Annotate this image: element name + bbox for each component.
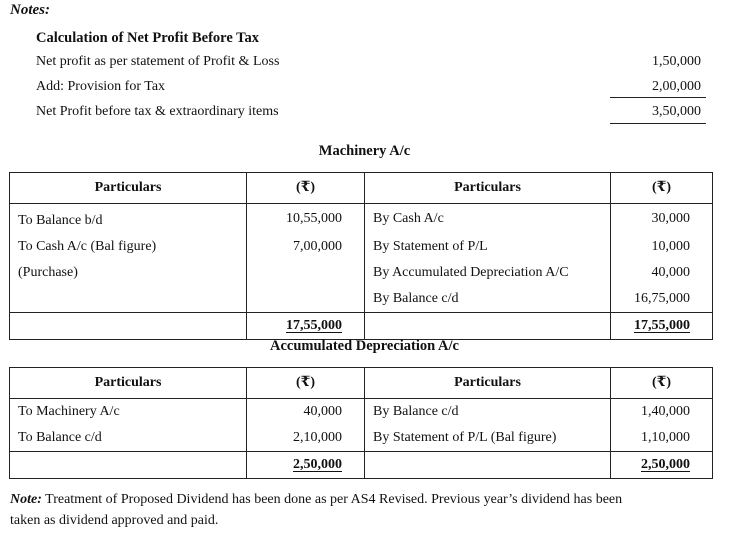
debit-amount: 7,00,000 [247,234,365,260]
header-particulars: Particulars [365,173,611,204]
calc-heading: Calculation of Net Profit Before Tax [36,30,259,46]
debit-particular: To Balance c/d [10,425,247,452]
table-row [10,234,713,260]
credit-amount: 10,000 [611,234,713,260]
debit-total: 17,55,000 [286,318,342,333]
credit-particular: By Balance c/d [365,286,611,313]
total-row [10,313,713,340]
ledger-header-row [10,173,713,204]
calc-row-label: Add: Provision for Tax [36,79,166,94]
calc-row-label: Net Profit before tax & extraordinary items [36,104,279,119]
credit-amount: 30,000 [611,204,713,235]
calc-row-label: Net profit as per statement of Profit & Loss [36,54,280,69]
calc-row-amount: 2,00,000 [652,79,701,94]
calc-subtotal-rule [610,97,706,98]
table-row [10,425,713,452]
credit-total: 2,50,000 [641,457,690,472]
footnote-line-2: taken as dividend approved and paid. [10,513,219,528]
footnote-line-1 [10,492,622,508]
debit-amount [247,286,365,313]
credit-amount: 1,10,000 [611,425,713,452]
table-row [10,204,713,235]
notes-heading: Notes: [10,2,50,18]
debit-amount [247,260,365,286]
header-particulars: Particulars [365,368,611,399]
ledger-header-row [10,368,713,399]
machinery-ledger [9,172,713,340]
calc-row-amount: 1,50,000 [652,54,701,69]
credit-particular: By Statement of P/L [365,234,611,260]
header-amount: (₹) [247,173,365,204]
header-amount: (₹) [247,368,365,399]
header-amount: (₹) [611,368,713,399]
header-particulars: Particulars [10,368,247,399]
credit-amount: 16,75,000 [611,286,713,313]
calc-total-rule [610,123,706,124]
debit-amount: 10,55,000 [247,204,365,235]
debit-particular: To Balance b/d [10,204,247,235]
credit-particular: By Accumulated Depreciation A/C [365,260,611,286]
acc-dep-ledger [9,367,713,479]
debit-particular: To Cash A/c (Bal figure) [10,234,247,260]
credit-total: 17,55,000 [634,318,690,333]
header-particulars: Particulars [10,173,247,204]
debit-particular [10,286,247,313]
credit-particular: By Balance c/d [365,399,611,426]
footnote-label: Note: [10,492,42,507]
table-row [10,260,713,286]
credit-particular: By Cash A/c [365,204,611,235]
debit-total: 2,50,000 [293,457,342,472]
debit-particular: (Purchase) [10,260,247,286]
credit-amount: 1,40,000 [611,399,713,426]
debit-particular: To Machinery A/c [10,399,247,426]
footnote-text: Treatment of Proposed Dividend has been done as per AS4 Revised. Previous year’s dividend has been [45,492,623,507]
table-row [10,399,713,426]
machinery-title: Machinery A/c [318,143,411,159]
debit-amount: 2,10,000 [247,425,365,452]
acc-dep-title: Accumulated Depreciation A/c [269,338,459,354]
total-row [10,452,713,479]
table-row [10,286,713,313]
calc-row-amount: 3,50,000 [652,104,701,119]
credit-amount: 40,000 [611,260,713,286]
debit-amount: 40,000 [247,399,365,426]
credit-particular: By Statement of P/L (Bal figure) [365,425,611,452]
header-amount: (₹) [611,173,713,204]
